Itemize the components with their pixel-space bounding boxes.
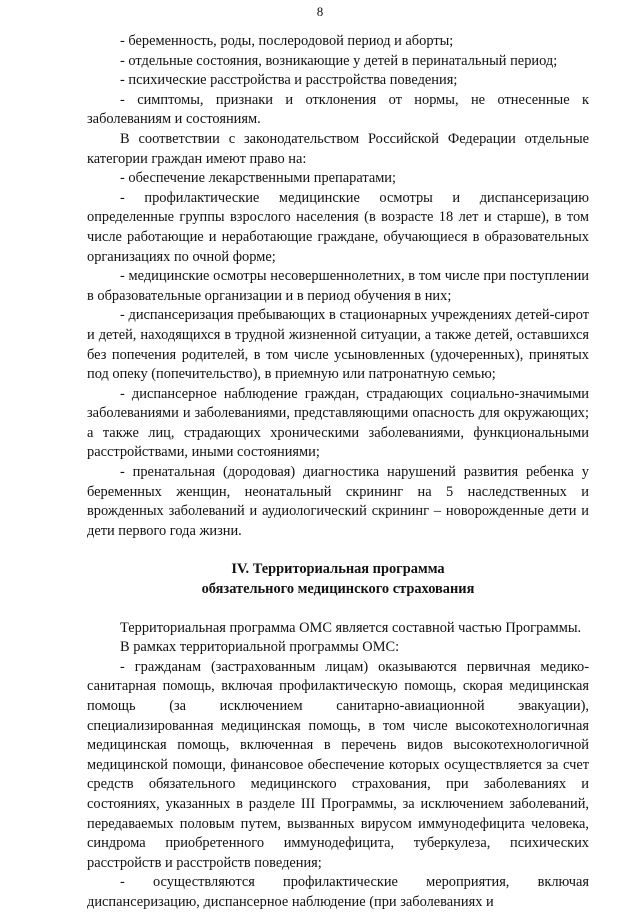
paragraph-oms-part: Территориальная программа ОМС является составной частью Программы. bbox=[120, 619, 582, 636]
section-heading-line2: обязательного медицинского страхования bbox=[201, 581, 475, 598]
list-item-mental: - психические расстройства и расстройства поведения; bbox=[120, 72, 458, 89]
list-item-prenatal: - пренатальная (дородовая) диагностика нарушений развития ребенка у беременных женщин, неонатальный скрининг на 5 наследственных и врожденных заболеваний и аудиологический скрининг – новорожденные дети и дети первого года жизни. bbox=[87, 464, 589, 539]
section-heading-line1: IV. Территориальная программа bbox=[231, 561, 445, 578]
page-content bbox=[87, 32, 589, 913]
list-item-medicines: - обеспечение лекарственными препаратами; bbox=[120, 170, 397, 187]
page-number: 8 bbox=[316, 4, 324, 19]
list-item-perinatal: - отдельные состояния, возникающие у детей в перинатальный период; bbox=[120, 52, 558, 69]
paragraph-oms-scope: В рамках территориальной программы ОМС: bbox=[120, 639, 400, 656]
list-item-preventive: - осуществляются профилактические мероприятия, включая диспансеризацию, диспансерное наблюдение (при заболеваниях и bbox=[87, 874, 589, 910]
list-item-dispensary: - диспансерное наблюдение граждан, страдающих социально-значимыми заболеваниями и заболеваниями, представляющими опасность для окружающих; а также лиц, страдающих хроническими заболеваниями, функциональными расстройствами, иными состояниями; bbox=[87, 385, 589, 461]
list-item-symptoms: - симптомы, признаки и отклонения от нормы, не отнесенные к заболеваниям и состояниям. bbox=[87, 91, 589, 128]
list-item-pregnancy: - беременность, роды, послеродовой период и аборты; bbox=[120, 33, 454, 49]
list-item-adult-checkups: - профилактические медицинские осмотры и диспансеризацию определенные группы взрослого населения (в возрасте 18 лет и старше), в том числе работающие и неработающие граждане, обучающиеся в образовательных организациях по очной форме; bbox=[87, 189, 589, 265]
list-item-orphan-screening: - диспансеризация пребывающих в стационарных учреждениях детей-сирот и детей, находящихся в трудной жизненной ситуации, а также детей, оставшихся без попечения родителей, в том числе усыновленных (удочеренных), принятых под опеку (попечительство), в приемную или патронатную семью; bbox=[87, 307, 589, 383]
paragraph-legislation: В соответствии с законодательством Российской Федерации отдельные категории граждан имеют право на: bbox=[87, 130, 589, 167]
list-item-insured-care: - гражданам (застрахованным лицам) оказываются первичная медико-санитарная помощь, включая профилактическую помощь, скорая медицинская помощь (за исключением санитарно-авиационной эвакуации), специализированная медицинская помощь, в том числе высокотехнологичная медицинская помощь, включенная в перечень видов высокотехнологичной медицинской помощи, финансовое обеспечение которых осуществляется за счет средств обязательного медицинского страхования, при заболеваниях и состояниях, указанных в разделе III Программы, за исключением заболеваний, передаваемых половым путем, вызванных вирусом иммунодефицита человека, синдрома приобретенного иммунодефицита, туберкулеза, психических расстройств и расстройств поведения; bbox=[87, 658, 589, 871]
list-item-minor-checkups: - медицинские осмотры несовершеннолетних, в том числе при поступлении в образовательные организации и в период обучения в них; bbox=[87, 268, 589, 304]
